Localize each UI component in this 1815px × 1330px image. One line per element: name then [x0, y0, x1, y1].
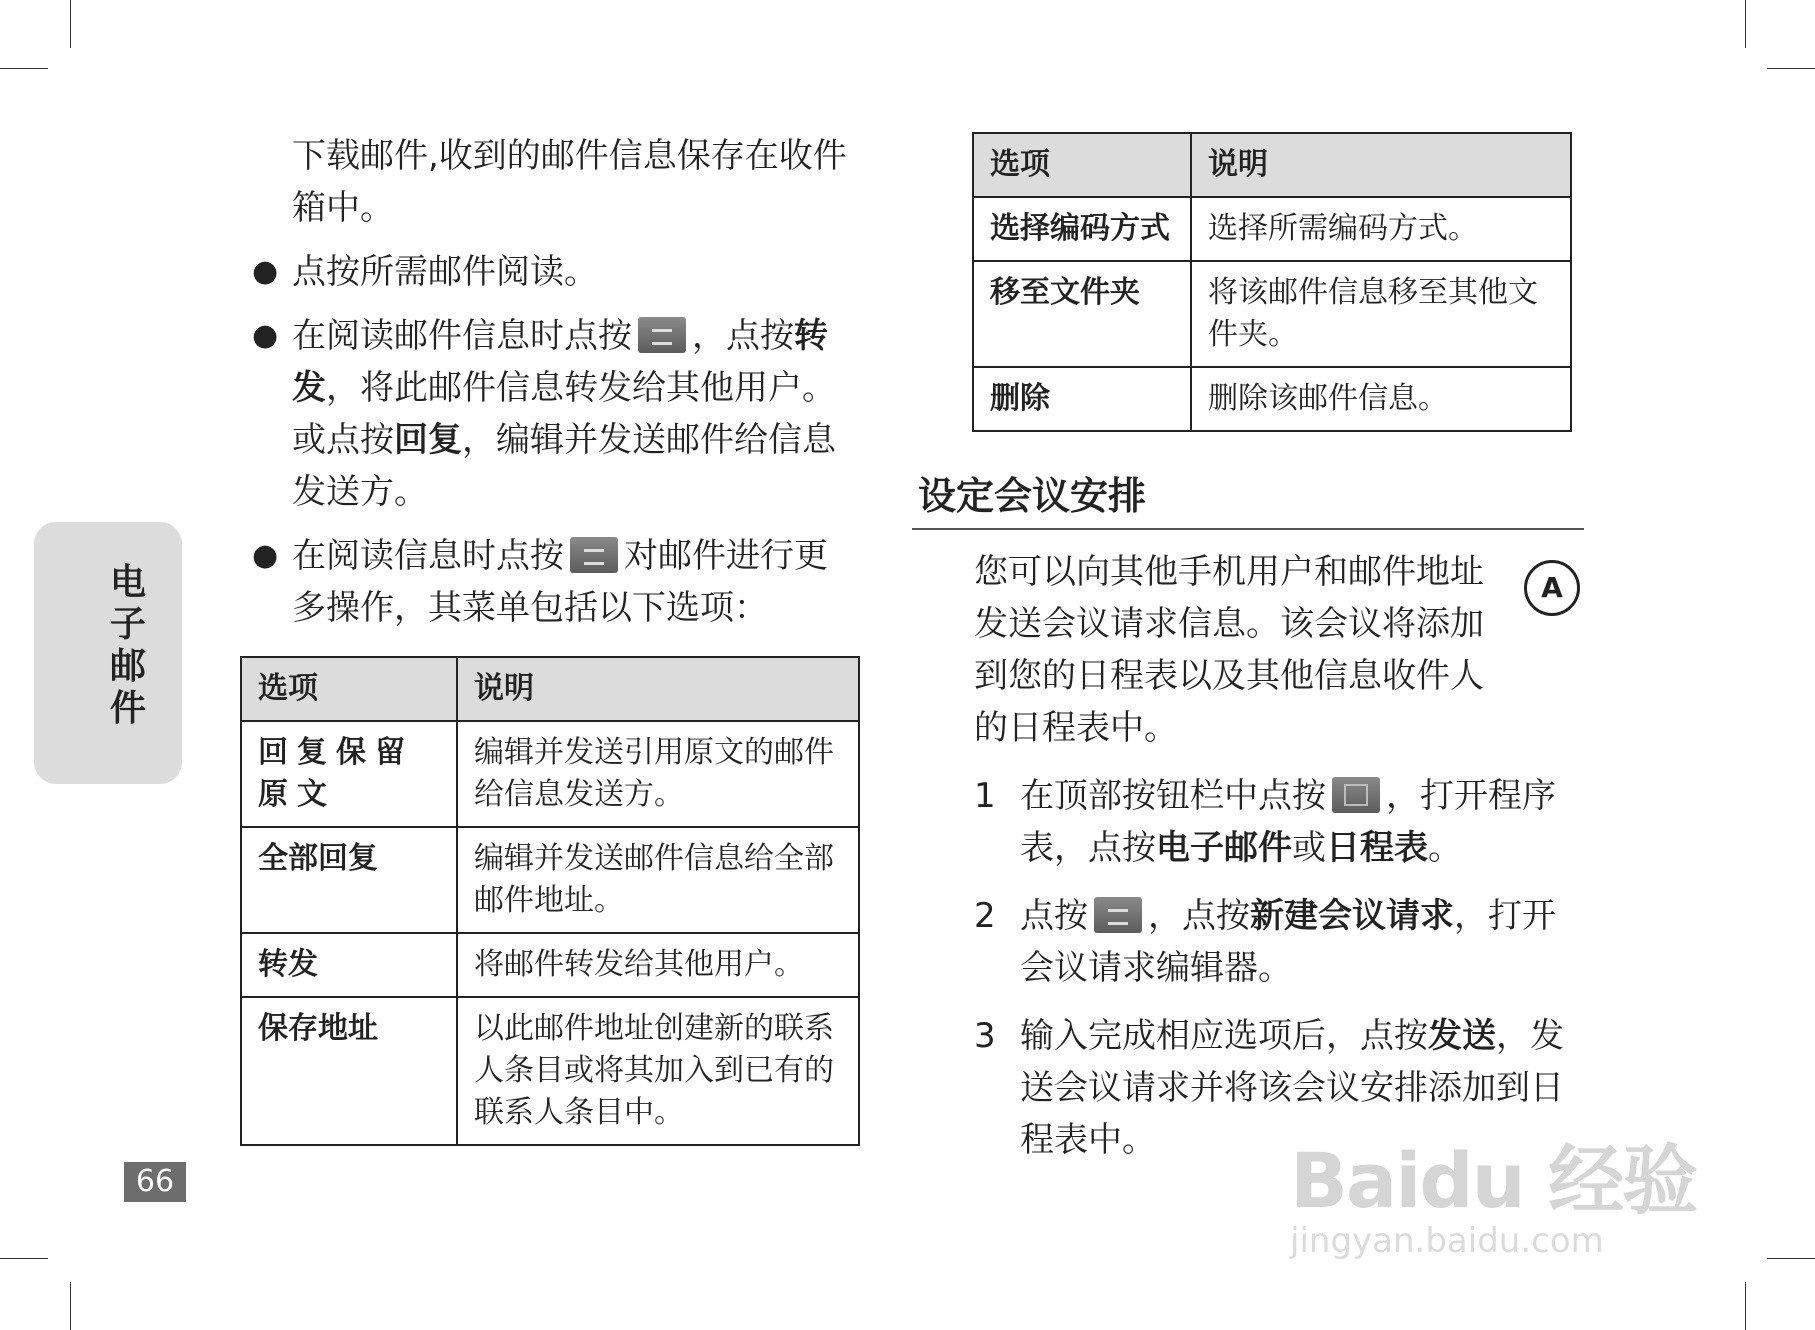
calendar-button-icon — [1332, 777, 1380, 813]
table-cell-option: 删除 — [973, 367, 1191, 431]
bullet-text: ，点按 — [692, 316, 794, 356]
bullet-text: ，将此邮件信息转发给其他用户。或点按 — [292, 368, 836, 460]
table-cell-description: 编辑并发送邮件信息给全部邮件地址。 — [457, 827, 859, 933]
table-header: 选项 — [973, 133, 1191, 197]
step-number: 3 — [974, 1016, 996, 1056]
bullet-dot-icon: ● — [252, 538, 279, 573]
crop-mark — [70, 1282, 71, 1330]
table-row — [973, 367, 1571, 431]
table-cell-description: 将该邮件信息移至其他文件夹。 — [1191, 261, 1571, 367]
bullet-text: 对邮件进行更多操作，其菜单包括以下选项： — [292, 536, 828, 628]
accessibility-icon: A — [1524, 560, 1580, 616]
bullet-text: 在阅读邮件信息时点按 — [292, 316, 632, 356]
table-cell-option: 回复保留原文 — [241, 721, 457, 827]
step-text: ，打开会议请求编辑器。 — [1020, 896, 1556, 988]
bullet-dot-icon: ● — [252, 318, 279, 353]
table-row — [241, 721, 859, 827]
step-item — [922, 890, 1584, 994]
crop-mark — [1767, 68, 1815, 69]
crop-mark — [70, 0, 71, 48]
table-header: 说明 — [1191, 133, 1571, 197]
bold-term: 发送 — [1428, 1016, 1496, 1056]
table-cell-option: 转发 — [241, 933, 457, 997]
page-number: 66 — [124, 1162, 186, 1202]
crop-mark — [1767, 1258, 1815, 1259]
step-text: ，发送会议请求并将该会议安排添加到日程表中。 — [1020, 1016, 1564, 1160]
left-column — [240, 130, 860, 1146]
step-text: ，打开程序表，点按 — [1020, 776, 1556, 868]
menu-button-icon — [1094, 897, 1142, 933]
watermark-brand — [1290, 1120, 1710, 1229]
menu-button-icon — [638, 317, 686, 353]
watermark-brand-text: Bai — [1290, 1136, 1420, 1225]
options-table — [972, 132, 1572, 432]
step-text: 输入完成相应选项后，点按 — [1020, 1016, 1428, 1056]
step-text: 。 — [1428, 828, 1462, 868]
table-header-row — [241, 657, 859, 721]
table-header-row — [973, 133, 1571, 197]
table-cell-option: 选择编码方式 — [973, 197, 1191, 261]
table-cell-option: 移至文件夹 — [973, 261, 1191, 367]
table-cell-description: 将邮件转发给其他用户。 — [457, 933, 859, 997]
step-text: 在顶部按钮栏中点按 — [1020, 776, 1326, 816]
table-cell-option: 全部回复 — [241, 827, 457, 933]
crop-mark — [0, 1258, 48, 1259]
intro-paragraph — [922, 546, 1584, 754]
bullet-item — [240, 530, 860, 634]
watermark-url: jingyan.baidu.com — [1290, 1221, 1604, 1261]
bullet-text: 点按所需邮件阅读。 — [292, 252, 598, 292]
step-number: 2 — [974, 896, 996, 936]
step-text: 或 — [1292, 828, 1326, 868]
bold-term: 转发 — [292, 316, 828, 408]
table-row — [241, 933, 859, 997]
chapter-tab-label: 电子邮件 — [109, 562, 146, 729]
watermark-brand-text: 经验 — [1548, 1136, 1697, 1225]
bold-term: 电子邮件 — [1156, 828, 1292, 868]
table-cell-description: 以此邮件地址创建新的联系人条目或将其加入到已有的联系人条目中。 — [457, 997, 859, 1145]
table-row — [241, 827, 859, 933]
bullet-dot-icon: ● — [252, 254, 279, 289]
menu-button-icon — [570, 537, 618, 573]
watermark — [1290, 1120, 1710, 1260]
paragraph-continued: 下载邮件,收到的邮件信息保存在收件箱中。 — [292, 136, 847, 228]
table-row — [241, 997, 859, 1145]
table-cell-option: 保存地址 — [241, 997, 457, 1145]
options-table — [240, 656, 860, 1146]
crop-mark — [1745, 1282, 1746, 1330]
bullet-item — [240, 310, 860, 518]
section-title: 设定会议安排 — [912, 470, 1584, 530]
table-cell-description: 编辑并发送引用原文的邮件给信息发送方。 — [457, 721, 859, 827]
table-header: 说明 — [457, 657, 859, 721]
table-row — [973, 197, 1571, 261]
table-cell-description: 删除该邮件信息。 — [1191, 367, 1571, 431]
bold-term: 日程表 — [1326, 828, 1428, 868]
right-column — [918, 132, 1584, 1166]
step-text: 点按 — [1020, 896, 1088, 936]
watermark-brand-text: du — [1419, 1136, 1524, 1225]
bullet-text: ，编辑并发送邮件给信息发送方。 — [292, 420, 836, 512]
bullet-text: 在阅读信息时点按 — [292, 536, 564, 576]
bullet-item — [240, 246, 860, 298]
intro-text: 您可以向其他手机用户和邮件地址发送会议请求信息。该会议将添加到您的日程表以及其他信息收件人的日程表中。 — [974, 552, 1484, 748]
bold-term: 回复 — [394, 420, 462, 460]
step-number: 1 — [974, 776, 996, 816]
step-item — [922, 770, 1584, 874]
table-row — [973, 261, 1571, 367]
table-cell-description: 选择所需编码方式。 — [1191, 197, 1571, 261]
table-header: 选项 — [241, 657, 457, 721]
step-text: ，点按 — [1148, 896, 1250, 936]
bold-term: 新建会议请求 — [1250, 896, 1454, 936]
crop-mark — [1745, 0, 1746, 48]
crop-mark — [0, 68, 48, 69]
